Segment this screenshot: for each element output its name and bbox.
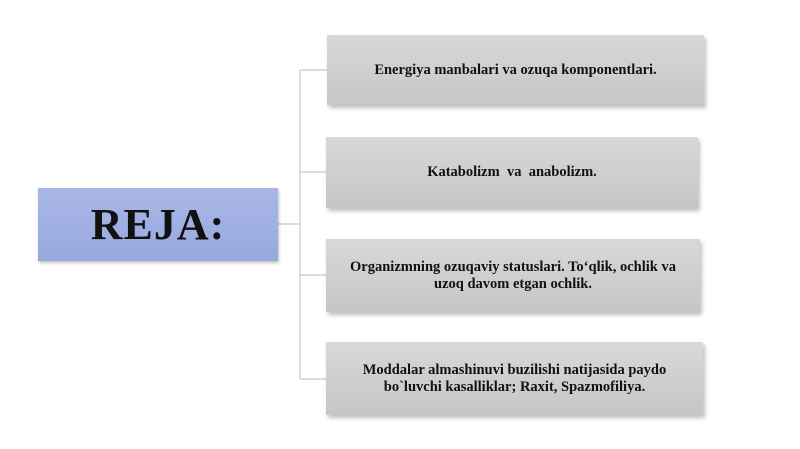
root-node-reja [38, 188, 278, 261]
plan-item-label: Katabolizm va anabolizm. [427, 164, 597, 180]
root-label: REJA: [90, 200, 226, 249]
plan-item-2 [326, 137, 698, 208]
plan-item-label: Energiya manbalari va ozuqa komponentlari. [374, 61, 657, 78]
plan-item-3 [326, 239, 700, 312]
plan-item-label: Organizmning ozuqaviy statuslari. To‘qlik, ochlik va uzoq davom etgan ochlik. [350, 258, 680, 292]
plan-item-4 [326, 342, 703, 415]
plan-item-1 [327, 35, 704, 105]
plan-item-label: Moddalar almashinuvi buzilishi natijasida paydo bo`luvchi kasalliklar; Raxit, Spazmofiliya. [362, 361, 670, 395]
